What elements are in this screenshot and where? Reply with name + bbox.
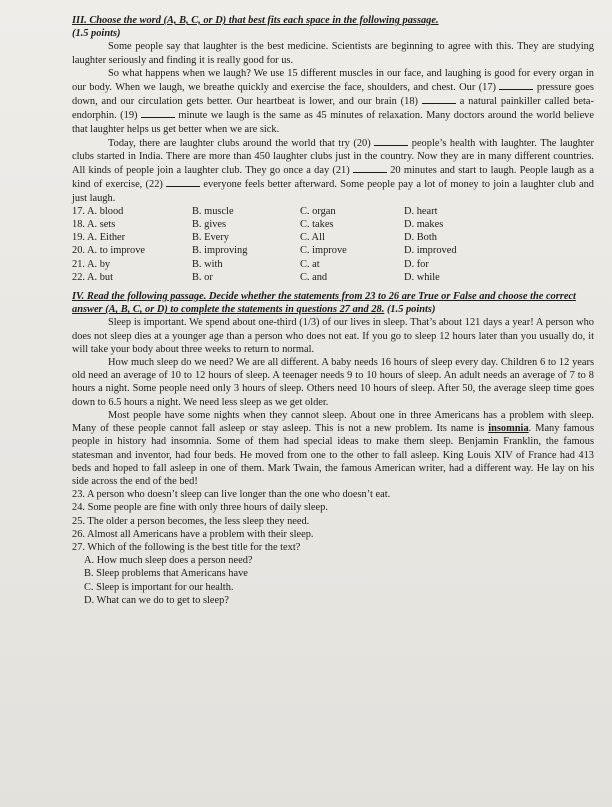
option-20-b[interactable]: B. improving: [192, 245, 248, 257]
option-18-d[interactable]: D. makes: [404, 219, 444, 231]
passage-paragraph: Most people have some nights when they cannot sleep. About one in three Americans has a problem with sleep. Many of these people cannot fall asleep or stay asleep. This is not a new problem. Its name is insomnia. Many famous people in history had insomnia. Some of them had special ideas to make them sleep. Benjamin Franklin, the famous statesman and inventor, had four beds. He moved from one to the other to fall asleep. King Louis XIV of France had 413 beds and hoped to fall asleep in one of them. Mark Twain, the famous American writer, had a different way. He lay on his side across the end of the bed!: [72, 409, 594, 487]
section-3-points: (1.5 points): [72, 28, 121, 40]
option-19-b[interactable]: B. Every: [192, 232, 229, 244]
option-21-d[interactable]: D. for: [404, 258, 429, 270]
answer-blank-20[interactable]: [374, 136, 408, 146]
answer-blank-19[interactable]: [141, 108, 175, 118]
option-21-a[interactable]: 21. A. by: [72, 258, 111, 270]
option-18-a[interactable]: 18. A. sets: [72, 219, 116, 231]
option-17-b[interactable]: B. muscle: [192, 205, 234, 217]
option-21-c[interactable]: C. at: [300, 258, 320, 270]
option-20-d[interactable]: D. improved: [404, 245, 457, 257]
passage-paragraph: So what happens when we laugh? We use 15 different muscles in our face, and laughing is good for every organ in our body. When we laugh, we breathe quickly and exercise the face, shoulders, and chest. Our (17) pressure goes down, and our circulation gets better. Our heartbeat is lower, and our brain (18) a natural painkiller called beta-endorphin. (19) minute we laugh is the same as 45 minutes of relaxation. Many doctors around the world believe that laughter helps us get better when we are sick.: [72, 67, 594, 135]
option-22-b[interactable]: B. or: [192, 271, 213, 283]
question-27: 27. Which of the following is the best title for the text?: [72, 541, 301, 553]
statement-26: 26. Almost all Americans have a problem with their sleep.: [72, 528, 314, 540]
section-4-heading: IV. Read the following passage. Decide whether the statements from 23 to 26 are True or False and choose the correct answer (A, B, C, or D) to complete the statements in questions 27 and 28. (1.5 points): [72, 291, 576, 316]
option-22-c[interactable]: C. and: [300, 271, 328, 283]
option-18-c[interactable]: C. takes: [300, 219, 334, 231]
passage-paragraph: Sleep is important. We spend about one-third (1/3) of our lives in sleep. That’s about 121 days a year! A person who does not sleep dies at a younger age than a person who does not eat. If you go to sleep 12 hours later than you usually do, it will take your body about three weeks to return to normal.: [72, 317, 594, 355]
answer-blank-18[interactable]: [422, 94, 456, 104]
section-3-heading: III. Choose the word (A, B, C, or D) that best fits each space in the following passage.: [72, 15, 439, 26]
passage-paragraph: How much sleep do we need? We are all different. A baby needs 16 hours of sleep every day. Children 6 to 12 years old need an average of 10 to 12 hours of sleep. A teenager needs 9 to 10 hours of sleep. An adult needs an average of 7 to 8 hours a night. Some people need only 3 hours of sleep. Others need 10 hours of sleep. After 50, the average sleep time goes down to 6.5 hours a night. We need less sleep as we get older.: [72, 357, 594, 408]
answer-blank-22[interactable]: [166, 177, 200, 187]
option-17-d[interactable]: D. heart: [404, 205, 438, 217]
choice-27-a[interactable]: A. How much sleep does a person need?: [84, 555, 253, 567]
option-20-a[interactable]: 20. A. to improve: [72, 245, 146, 257]
answer-options-grid: [72, 205, 594, 284]
option-21-b[interactable]: B. with: [192, 258, 223, 270]
option-19-c[interactable]: C. All: [300, 232, 325, 244]
option-22-d[interactable]: D. while: [404, 271, 440, 283]
passage-paragraph: Today, there are laughter clubs around the world that try (20) people’s health with laughter. The laughter clubs started in India. There are more than 450 laughter clubs just in the country. Now they are in many different countries. All kinds of people join a laughter club. They go once a day (21) 20 minutes and start to laugh. People laugh as a kind of exercise, (22) everyone feels better afterward. Some people pay a lot of money to join a laughter club and just laugh.: [72, 137, 594, 204]
keyword-insomnia: insomnia: [488, 423, 529, 435]
choice-27-b[interactable]: B. Sleep problems that Americans have: [84, 568, 248, 580]
passage-paragraph: Some people say that laughter is the best medicine. Scientists are beginning to agree with this. They are studying laughter seriously and finding it is really good for us.: [72, 41, 594, 66]
answer-blank-21[interactable]: [353, 163, 387, 173]
section-4: [72, 290, 594, 607]
section-3: [72, 14, 594, 284]
option-19-a[interactable]: 19. A. Either: [72, 232, 126, 244]
option-18-b[interactable]: B. gives: [192, 219, 227, 231]
choice-27-c[interactable]: C. Sleep is important for our health.: [84, 581, 234, 593]
answer-blank-17[interactable]: [499, 80, 533, 90]
option-17-a[interactable]: 17. A. blood: [72, 205, 124, 217]
statement-23: 23. A person who doesn’t sleep can live longer than the one who doesn’t eat.: [72, 489, 391, 501]
statement-25: 25. The older a person becomes, the less sleep they need.: [72, 515, 310, 527]
option-22-a[interactable]: 22. A. but: [72, 271, 113, 283]
choice-27-d[interactable]: D. What can we do to get to sleep?: [84, 594, 229, 606]
option-20-c[interactable]: C. improve: [300, 245, 347, 257]
statement-24: 24. Some people are fine with only three hours of daily sleep.: [72, 502, 328, 514]
option-19-d[interactable]: D. Both: [404, 232, 437, 244]
option-17-c[interactable]: C. organ: [300, 205, 336, 217]
